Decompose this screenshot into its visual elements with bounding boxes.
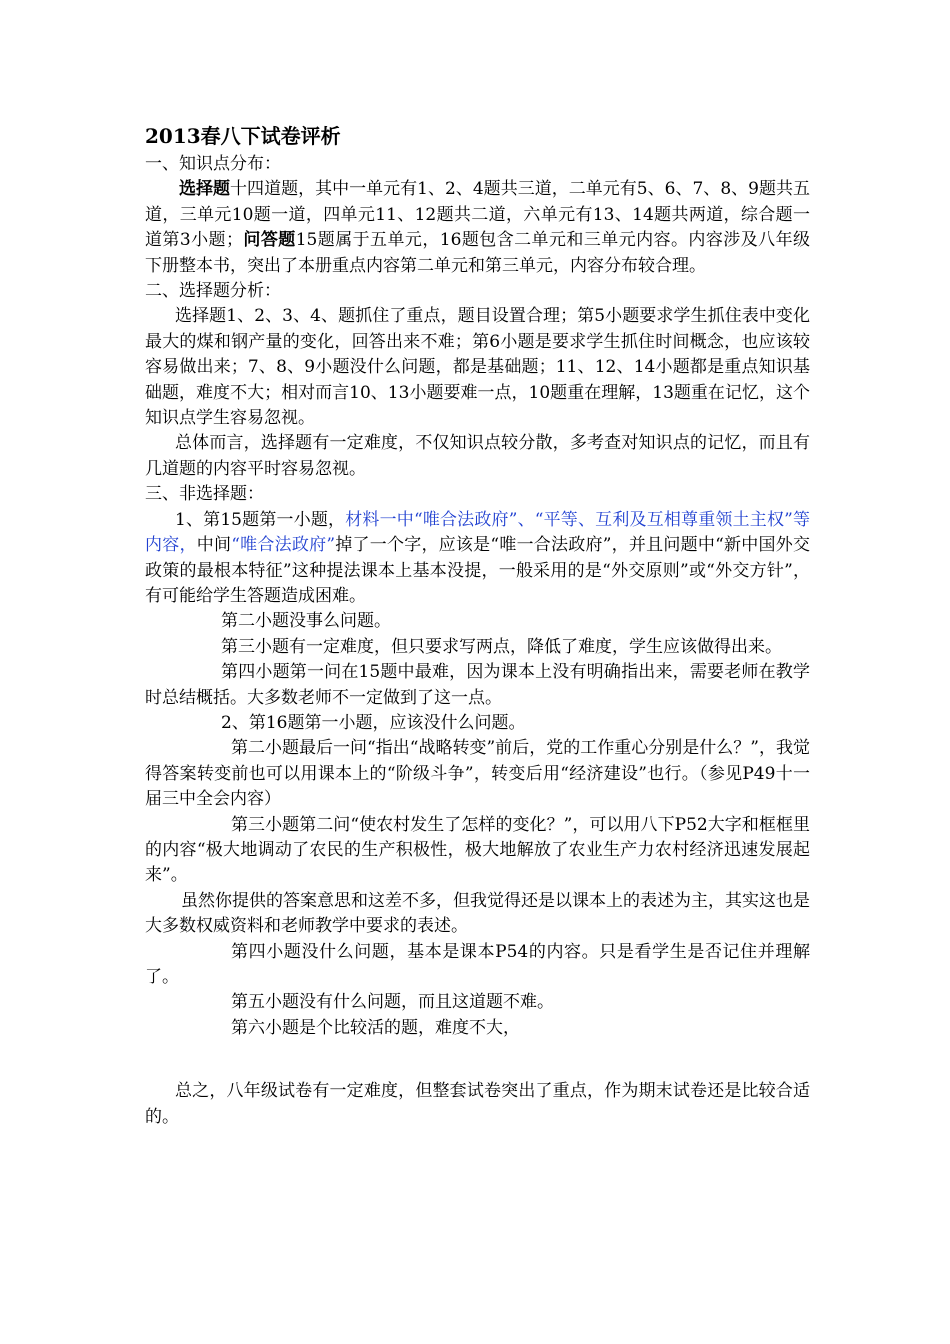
q16-sub-5: 第五小题没有什么问题，而且这道题不难。 <box>231 992 554 1013</box>
section-1-paragraph <box>145 177 810 279</box>
bold-term-question: 问答题 <box>242 230 296 251</box>
section-2-paragraph-1: 选择题1、2、3、4、题抓住了重点，题目设置合理；第5小题要求学生抓住表中变化最大的煤和钢产量的变化，回答出来不难；第6小题是要求学生抓住时间概念，也应该较容易做出来；7、8、9小题没什么问题，都是基础题；11、12、14小题都是重点知识基础题，难度不大；相对而言10、13小题要难一点，10题重在理解，13题重在记忆，这个知识点学生容易忽视。 <box>145 306 810 429</box>
q16-note: 虽然你提供的答案意思和这差不多，但我觉得还是以课本上的表述为主，其实这也是大多数权威资料和老师教学中要求的表述。 <box>145 890 810 937</box>
highlight-text: 材料一中“唯合法政府”、“平等、互利及互相尊重领土主权”等内容， <box>145 509 810 556</box>
q15-sub-2: 第二小题没事么问题。 <box>221 611 391 632</box>
text-span: 15题属于五单元，16题包含二单元和三单元内容。内容涉及八年级下册整本书，突出了本册重点内容第二单元和第三单元，内容分布较合理。 <box>145 230 811 276</box>
q16-sub-3: 第三小题第二问“使农村发生了怎样的变化？”，可以用八下P52大字和框框里的内容“极大地调动了农民的生产积极性，极大地解放了农业生产力农村经济迅速发展起来”。 <box>145 814 810 886</box>
section-1-heading: 一、知识点分布： <box>145 154 281 174</box>
q16-sub-1: 2、第16题第一小题，应该没什么问题。 <box>221 712 526 733</box>
text-span: 掉了一个字，应该是“唯一合法政府”，并且问题中“新中国外交政策的最根本特征”这种提法课本上基本没提，一般采用的是“外交原则”或“外交方针”，有可能给学生答题造成困难。 <box>145 535 810 606</box>
q15-sub-3: 第三小题有一定难度，但只要求写两点，降低了难度，学生应该做得出来。 <box>221 636 782 657</box>
document-title: 2013春八下试卷评析 <box>145 124 341 148</box>
text-span: 中间 <box>196 535 232 556</box>
q15-sub-4: 第四小题第一问在15题中最难，因为课本上没有明确指出来，需要老师在教学时总结概括。大多数老师不一定做到了这一点。 <box>145 662 810 708</box>
summary-paragraph: 总之，八年级试卷有一定难度，但整套试卷突出了重点，作为期末试卷还是比较合适的。 <box>145 1081 810 1127</box>
blank-gap <box>145 1041 810 1079</box>
section-3-heading: 三、非选择题： <box>145 484 264 505</box>
bold-term-choice: 选择题 <box>179 179 231 200</box>
q16-sub-4: 第四小题没什么问题，基本是课本P54的内容。只是看学生是否记住并理解了。 <box>145 941 810 987</box>
document-page <box>145 120 810 1130</box>
q15-paragraph <box>145 508 810 610</box>
section-2-paragraph-2: 总体而言，选择题有一定难度，不仅知识点较分散，多考查对知识点的记忆，而且有几道题的内容平时容易忽视。 <box>145 433 810 479</box>
section-2-heading: 二、选择题分析： <box>145 281 281 302</box>
text-span: 1、第15题第一小题， <box>175 509 346 530</box>
q16-sub-6: 第六小题是个比较活的题，难度不大， <box>231 1017 520 1038</box>
text-span: 十四道题，其中一单元有1、2、4题共三道，二单元有5、6、7、8、9题共五道，三单元10题一道，四单元11、12题共二道，六单元有13、14题共两道，综合题一道第3小题； <box>145 179 811 251</box>
q16-sub-2: 第二小题最后一问“指出“战略转变”前后，党的工作重心分别是什么？”，我觉得答案转变前也可以用课本上的“阶级斗争”，转变后用“经济建设”也行。（参见P49十一届三中全会内容） <box>145 738 810 810</box>
highlight-text: “唯合法政府” <box>231 535 336 556</box>
